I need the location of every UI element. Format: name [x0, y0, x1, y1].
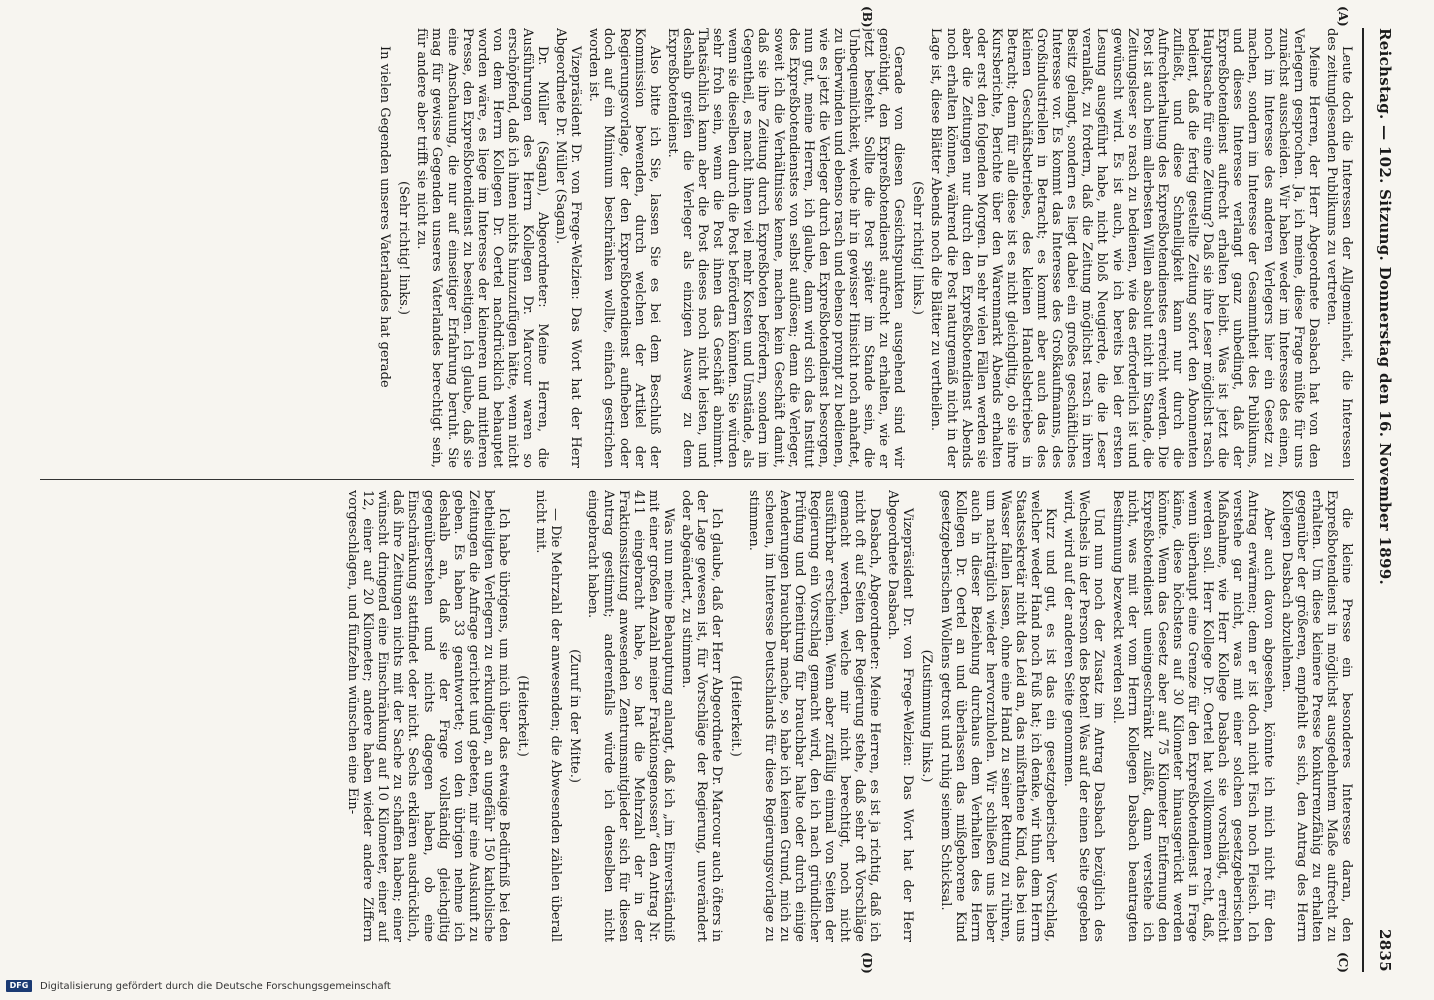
paragraph: Aber auch davon abgesehen, könnte ich mich nicht für den Antrag erwärmen; denn er ist doch nicht Fisch noch Fleisch. Ich verstehe gar nicht, was mit einer solchen gesetzgeberischen Maßnahme, wie Herr Kollege Dasbach sie vorschlägt, erreicht werden soll. Herr Kollege Dr. Oertel hat vollkommen recht, daß, wenn überhaupt eine Grenze für den Expreßbotendienst in Frage käme, diese höchstens auf 30 Kilometer hinausgerückt werden könnte. Wenn das Gesetz aber auf 75 Kilometer Entfernung den Expreßbotendienst uneingeschränkt zuläßt, dann verstehe ich nicht, was mit der vom Herrn Kollegen Dasbach beantragten Bestimmung bezweckt werden soll. — [1109, 490, 1276, 942]
margin-marker-c: (C) — [1336, 952, 1350, 973]
page-header — [1364, 28, 1394, 972]
paragraph: Ich glaube, daß der Herr Abgeordnete Dr. Marcour auch öfters in der Lage gewesen ist, für Vorschläge der Regierung, unverändert oder abgeändert, zu stimmen. — [679, 490, 725, 942]
paragraph: Ich habe übrigens, um mich über das etwaige Bedürfniß bei den betheiligten Verlegern zu erkundigen, an ungefähr 150 katholische Zeitungen die Anfrage gerichtet und gebeten, mir eine Auskunft zu geben. Es haben 33 geantwortet; von den übrigen nehme ich deshalb an, daß sie der Frage vollständig gleichgiltig gegenüberstehen und nichts dagegen haben, ob eine Einschränkung stattfindet oder nicht. Sechs erklären ausdrücklich, daß ihre Zeitungen nichts mit der Sache zu schaffen haben; einer wünscht dringend eine Einschränkung auf 10 Kilometer, einer auf 12, einer auf 20 Kilometer; andere haben wieder andere Ziffern vorgeschlagen, und fünfzehn wünschen eine Ein- — [345, 490, 512, 942]
paragraph: Gerade von diesen Gesichtspunkten ausgehend sind wir genöthigt, den Expreßbotendienst aufrecht zu erhalten, wie er jetzt besteht. Sollte die Post später im Stande sein, die Unbequemlichkeit, welche ihr in gewisser Hinsicht noch anhaftet, zu überwinden und ebenso rasch und ebenso prompt zu bedienen, wie es jetzt die Verleger durch den Expreßbotendienst besorgen, nun gut, meine Herren, ich glaube, dann wird sich das Institut des Expreßbotendienstes von selbst auflösen; denn die Verleger, soweit ich die Verhältnisse kenne, machen kein Geschäft damit, daß sie ihre Zeitung durch Expreßboten befördern, sondern im Gegentheil, es macht ihnen viel mehr Kosten und Umstände, als wenn sie dieselben durch die Post befördern könnten. Sie würden sehr froh sein, wenn die Post ihnen das Geschäft abnimmt. Thatsächlich kann aber die Post dieses noch nicht leisten, und deshalb greifen die Verleger als einzigen Ausweg zu dem Expreßbotendienst. — [664, 28, 907, 468]
footer — [0, 980, 1434, 992]
running-head: Reichstag. — 102. Sitzung. Donnerstag den 16. November 1899. — [1376, 28, 1394, 585]
interjection: (Zustimmung links.) — [919, 649, 935, 783]
paragraph: Und nun noch der Zusatz im Antrag Dasbach bezüglich des Wechsels in der Person des Boten! Was auf der einen Seite gegeben wird, wird auf der anderen Seite genommen. — [1061, 490, 1107, 942]
page-number: 2835 — [1376, 929, 1394, 972]
margin-marker-d: (D) — [860, 952, 874, 974]
margin-marker-a: (A) — [1336, 6, 1350, 27]
paragraph: Kurz und gut, es ist das ein gesetzgeberischer Vorschlag, welcher weder Hand noch Fuß hat; ich denke, wir thun dem Herrn Staatssekretär nicht das Leid an, das mißrathene Kind, das bei uns Wasser fallen lassen, ohne eine Hand zu seiner Rettung zu rühren, um nachträglich wieder hervorzuholen. Wir schließen uns lieber auch in dieser Beziehung durchaus dem Verhalten des Herrn Kollegen Dr. Oertel an und überlassen das mißgeborene Kind gesetzgeberischen Wollens getrost und ruhig seinem Schicksal. — [937, 490, 1059, 942]
header-rule — [1362, 28, 1364, 972]
dfg-logo: DFG — [6, 980, 32, 992]
column-divider — [40, 479, 1354, 480]
paragraph: In vielen Gegenden unseres Vaterlandes hat gerade — [377, 46, 393, 388]
interjection: (Heiterkeit.) — [728, 675, 744, 757]
paragraph: Meine Herren, der Herr Abgeordnete Dasbach hat von den Verlegern gesprochen. Ja, ich meine, diese Frage müßte für uns zunächst ausscheiden. Wir haben weder im Interesse des einen, noch im Interesse des anderen Verlegers hier ein Gesetz zu machen, sondern im Interesse der Gesammtheit des Publikums, und dieses Interesse verlangt ganz unbedingt, daß der Expreßbotendienst aufrecht erhalten bleibt. Was ist jetzt die Hauptsache für eine Zeitung? Daß sie ihre Leser möglichst rasch bedient, daß die fertig gestellte Zeitung sofort den Abonnenten zufließt, und diese Schnelligkeit kann nur durch die Aufrechterhaltung des Expreßbotendienstes erreicht werden. Die Post ist auch beim allerbesten Willen absolut nicht im Stande, die Zeitungsleser so rasch zu bedienen, wie das erforderlich ist und gewünscht wird. Es ist auch, wie ich bereits bei der ersten Lesung ausgeführt habe, nicht bloß Neugierde, die die Leser veranlaßt, zu fordern, daß die Zeitung möglichst rasch in ihren Besitz gelangt, sondern es liegt dabei ein großes geschäftliches Interesse vor. Es kommt das Interesse des Großkaufmanns, des Großindustriellen in Betracht; es kommt aber auch das des kleinen Geschäftsbetriebes, des kleinen Handelsbetriebes in Betracht; denn für alle diese ist es nicht gleichgiltig, ob sie ihre Kursberichte, Berichte über den Warenmarkt Abends erhalten oder erst den folgenden Morgen. In sehr vielen Fällen werden sie aber die Zeitungen nur durch den Expreßbotendienst Abends noch erhalten können, während die Post naturgemäß nicht in der Lage ist, diese Blätter Abends noch die Blätter zu vertheilen. — [928, 28, 1321, 468]
paragraph: die kleine Presse ein besonderes Interesse daran, den Expreßbotendienst in möglichst ausgedehntem Maße aufrecht zu erhalten. Um diese kleinere Presse konkurrenzfähig zu erhalten gegenüber der größeren, empfiehlt es sich, den Antrag des Herrn Kollegen Dasbach abzulehnen. — [1278, 490, 1354, 942]
interjection: (Sehr richtig! links.) — [910, 181, 926, 315]
interjection: (Heiterkeit.) — [515, 675, 531, 757]
paragraph: Dr. Müller (Sagan), Abgeordneter: Meine Herren, die Ausführungen des Herrn Kollegen Dr. Marcour waren so erschöpfend, daß ich ihnen nichts hinzuzufügen hätte, wenn nicht von dem Herrn Kollegen Dr. Oertel nachdrücklich behauptet worden wäre, es liege im Interesse der kleineren und mittleren Presse, den Expreßbotendienst zu beseitigen. Ich glaube, daß sie eine Anschauung, die nur auf einseitiger Erfahrung beruht. Sie mag für gewisse Gegenden unseres Vaterlandes berechtigt sein, für andere aber trifft sie nicht zu. — [414, 28, 551, 468]
paragraph: Also bitte ich Sie, lassen Sie es bei dem Beschluß der Kommission bewenden, durch welchen der Artikel der Regierungsvorlage, der den Expreßbotendienst aufheben oder doch auf ein Minimum beschränken wollte, einfach gestrichen worden ist. — [586, 28, 662, 468]
margin-marker-b: (B) — [860, 6, 874, 28]
speaker-paragraph: Vizepräsident Dr. von Frege-Welzien: Das Wort hat der Herr Abgeordnete Dasbach. — [885, 490, 916, 942]
paragraph: Dasbach, Abgeordneter: Meine Herren, es ist ja richtig, daß ich nicht oft auf Seiten der Regierung stehe, daß sehr oft Vorschläge gemacht werden, welche mir nicht berechtigt, noch nicht ausführbar erscheinen. Wenn aber zufällig einmal von Seiten der Regierung ein Vorschlag gemacht wird, den ich nach gründlicher Prüfung und Orientirung für brauchbar halte oder durch einige Aenderungen brauchbar mache, so habe ich keinen Grund, mich zu scheuen, im Interesse Deutschlands für diese Regierungsvorlage zu stimmen. — [746, 490, 883, 942]
paragraph: — Die Mehrzahl der anwesenden; die Abwesenden zählen überall nicht mit. — [533, 490, 564, 942]
interjection: (Sehr richtig! links.) — [396, 181, 412, 315]
speaker-paragraph: Vizepräsident Dr. von Frege-Welzien: Das Wort hat der Herr Abgeordnete Dr. Müller (Sagan). — [553, 28, 584, 468]
paragraph: Leute doch die Interessen der Allgemeinheit, die Interessen des zeitunglesenden Publikums zu vertreten. — [1323, 28, 1354, 468]
interjection: (Zuruf in der Mitte.) — [567, 649, 583, 783]
left-text-column — [40, 28, 1354, 468]
footer-text: Digitalisierung gefördert durch die Deutsche Forschungsgemeinschaft — [40, 980, 391, 992]
right-text-column — [40, 490, 1354, 942]
paragraph: Was nun meine Behauptung anlangt, daß ich „im Einverständniß mit einer großen Anzahl meiner Fraktionsgenossen“ den Antrag Nr. 411 eingebracht habe, so hat die Mehrzahl der in der Fraktionssitzung anwesenden Zentrumsmitglieder sich für diesen Antrag gestimmt; anderenfalls würde ich denselben nicht eingebracht haben. — [585, 490, 676, 942]
